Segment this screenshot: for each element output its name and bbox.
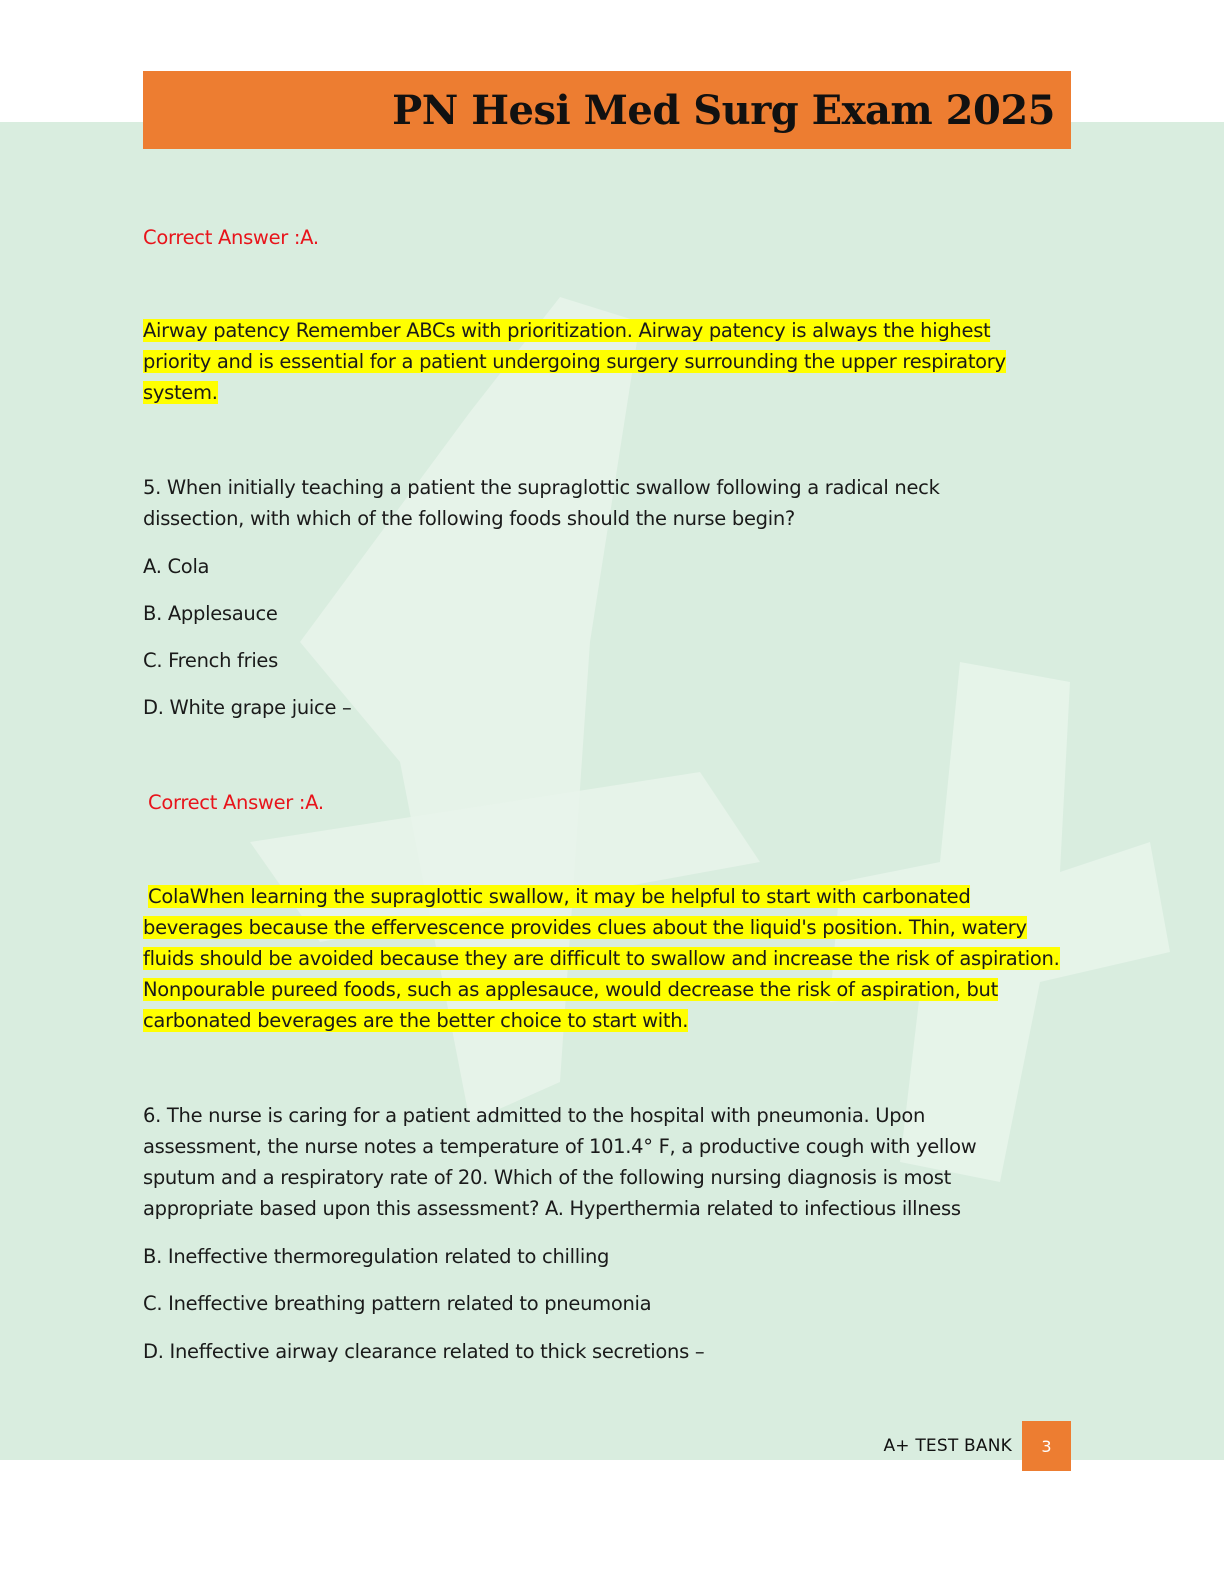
answer-option: C. French fries [143, 649, 278, 672]
correct-answer-label: Correct Answer :A. [148, 791, 324, 814]
answer-option: B. Ineffective thermoregulation related to chilling [143, 1245, 610, 1268]
answer-option: D. White grape juice – [143, 696, 352, 719]
rationale-highlight: Airway patency Remember ABCs with prioritization. Airway patency is always the highest priority and is essential for a patient undergoing surgery surrounding the upper respiratory system. [143, 319, 1006, 404]
question-stem: 6. The nurse is caring for a patient admitted to the hospital with pneumonia. Upon assessment, the nurse notes a temperature of 101.4° F, a productive cough with yellow sputum and a respiratory rate of 20. Which of the following nursing diagnosis is most appropriate based upon this assessment? A. Hyperthermia related to infectious illness [143, 1104, 977, 1220]
rationale-paragraph [143, 315, 1063, 408]
page-title: PN Hesi Med Surg Exam 2025 [392, 86, 1055, 134]
correct-answer-label: Correct Answer :A. [143, 226, 319, 249]
answer-option: C. Ineffective breathing pattern related to pneumonia [143, 1292, 652, 1315]
page-number-badge [1022, 1421, 1071, 1471]
footer-label: A+ TEST BANK [883, 1436, 1012, 1456]
title-banner [143, 71, 1071, 149]
rationale-paragraph [143, 881, 1075, 1036]
rationale-highlight: ColaWhen learning the supraglottic swallow, it may be helpful to start with carbonated beverages because the effervescence provides clues about the liquid's position. Thin, watery fluids should be avoided because they are difficult to swallow and increase the risk of aspiration. Nonpourable pureed foods, such as applesauce, would decrease the risk of aspiration, but carbonated beverages are the better choice to start with. [143, 885, 1060, 1032]
page-number: 3 [1041, 1436, 1052, 1456]
question-stem: 5. When initially teaching a patient the supraglottic swallow following a radical neck dissection, with which of the following foods should the nurse begin? [143, 476, 940, 530]
answer-option: D. Ineffective airway clearance related to thick secretions – [143, 1340, 705, 1363]
answer-option: A. Cola [143, 555, 210, 578]
answer-option: B. Applesauce [143, 602, 278, 625]
